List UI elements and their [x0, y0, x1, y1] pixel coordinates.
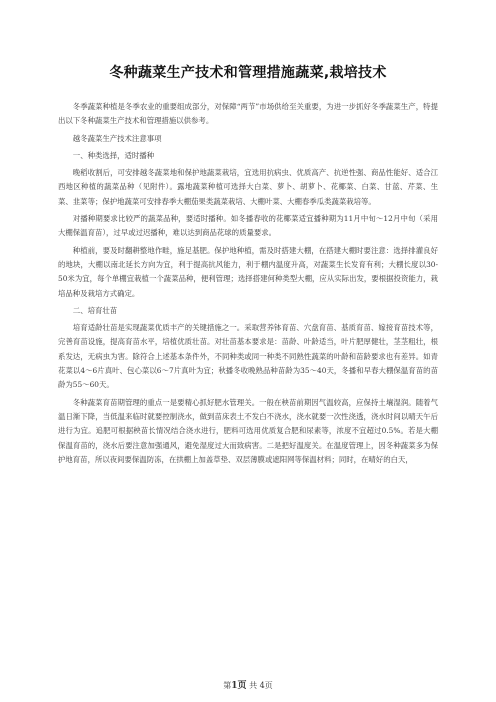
paragraph-sowing-time: 对播种期要求比较严的蔬菜品种，要适时播种。如冬播春收的花椰菜适宜播种期为11月中旬～12月中旬（采用大棚保温育苗），过早或过迟播种，难以达到商品花球的质量要求。: [58, 214, 438, 238]
footer-total-pages: 共 4页: [246, 681, 273, 690]
paragraph-intro: 冬季蔬菜种植是冬季农业的重要组成部分，对保障“两节”市场供给至关重要，为进一步抓好冬季蔬菜生产，特提出以下冬种蔬菜生产技术和管理措施以供参考。: [58, 102, 438, 126]
page-footer: [0, 678, 496, 691]
section-heading: 越冬蔬菜生产技术注意事项: [72, 133, 162, 143]
paragraph-seedling-standards: 培育适龄壮苗是实现蔬菜优质丰产的关键措施之一。采取营养钵育苗、穴盘育苗、基质育苗、嫁接育苗技术等，完善育苗设施，提高育苗水平，培植优质壮苗。对壮苗基本要求是：苗龄、叶龄适当，叶片肥厚健壮，茎茎粗壮，根系发达，无病虫为害。除符合上述基本条件外，不同种类或同一种类不同熟性蔬菜的叶龄和苗龄要求也有差异。如青花菜以4～6片真叶、包心菜以6～7片真叶为宜；秋播冬收晚熟品种苗龄为35～40天，冬播和早春大棚保温育苗的苗龄为55～60天。: [58, 323, 438, 390]
paragraph-greenhouse-setup: 种植前，要及时翻耕整地作畦，施足基肥。保护地种植，需及时搭建大棚，在搭建大棚时要注意：选择排灌良好的地块，大棚以南北延长方向为宜，利于提高抗风能力，利于棚内温度升高，对蔬菜生长发育有利；大棚长度以30-50米为宜，每个单棚宜栽植一个蔬菜品种，便利管理；选择搭建何种类型大棚，应从实际出发，要根据投资能力，栽培品种及栽培方式确定。: [58, 245, 438, 298]
paragraph-seedling-management: 冬种蔬菜育苗期管理的重点一是要精心抓好肥水管理关。一般在秧苗前期因气温较高，应保持土壤湿润。随着气温日渐下降，当低温来临时就要控制浇水，做到苗床表土不发白不浇水，浇水就要一次性浇透，浇水时间以晴天午后进行为宜。追肥可根据秧苗长情况结合浇水进行，肥料可选用优质复合肥和尿素等，浓度不宜超过0.5%。若是大棚保温育苗的，浇水后要注意加强通风，避免湿度过大而致病害。二是把好温度关。在温度管理上，因冬种蔬菜多为保护地育苗，所以夜间要保温防冻，在拱棚上加盖草垫、双层薄膜或遮阳网等保温材料；同时，在晴好的白天，: [58, 397, 438, 464]
document-body: [58, 100, 438, 467]
footer-current-page: 1页: [231, 681, 247, 691]
document-title: 冬种蔬菜生产技术和管理措施蔬菜,栽培技术: [109, 65, 387, 81]
subsection-heading-1: 一、种类选择，适时播种: [72, 150, 155, 160]
paragraph-variety-selection: 晚稻收割后，可安排越冬蔬菜地和保护地蔬菜栽培，宜选用抗病虫、优质高产、抗逆性强、商品性能好、适合江西地区种植的蔬菜品种（见附件）。露地蔬菜种植可选择大白菜、萝卜、胡萝卜、花椰菜、白菜、甘蓝、芹菜、生菜、韭菜等；保护地蔬菜可安排春季大棚茄果类蔬菜栽培、大棚叶菜、大棚春季瓜类蔬菜栽培等。: [58, 168, 438, 206]
subsection-heading-2: 二、培育壮苗: [72, 305, 118, 315]
footer-prefix: 第: [223, 681, 232, 690]
